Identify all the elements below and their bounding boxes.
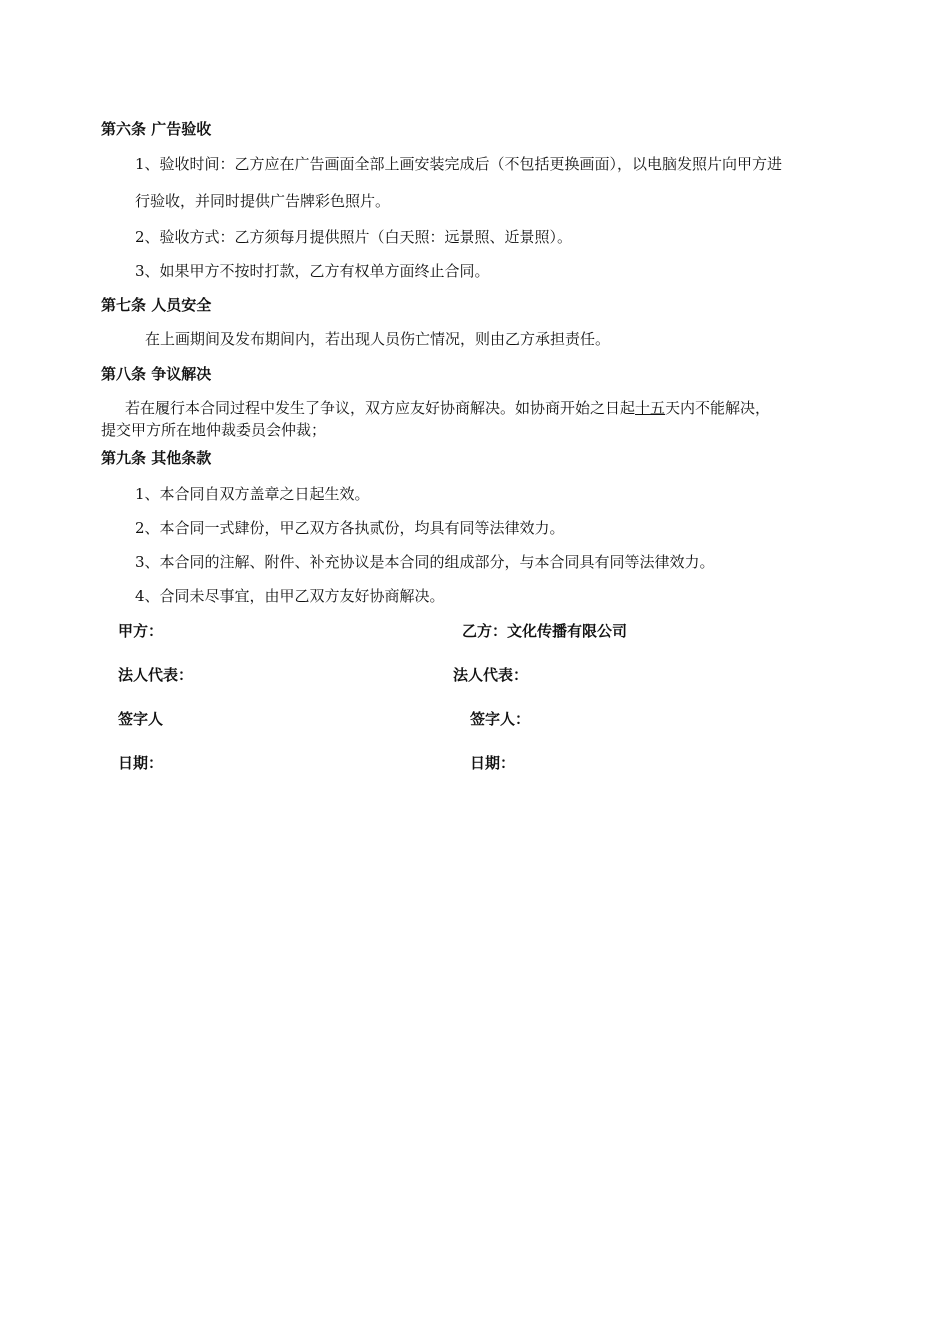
party-a-label: 甲方： xyxy=(118,622,164,640)
article8-line2: 提交甲方所在地仲裁委员会仲裁； xyxy=(101,421,327,439)
article9-item1: 1、本合同自双方盖章之日起生效。 xyxy=(135,485,370,503)
signer-b-label: 签字人： xyxy=(470,710,531,728)
article8-line1 xyxy=(125,398,770,418)
article6-item2: 2、验收方式：乙方须每月提供照片（白天照：远景照、近景照）。 xyxy=(135,228,573,246)
article9-item3: 3、本合同的注解、附件、补充协议是本合同的组成部分，与本合同具有同等法律效力。 xyxy=(135,553,715,571)
legal-rep-a-label: 法人代表： xyxy=(118,666,194,684)
article6-item1-line1: 1、验收时间：乙方应在广告画面全部上画安装完成后（不包括更换画面），以电脑发照片向甲方进 xyxy=(135,155,783,173)
legal-rep-b-label: 法人代表： xyxy=(453,666,529,684)
article6-heading: 第六条 广告验收 xyxy=(101,120,212,138)
signer-a-label: 签字人 xyxy=(118,710,164,728)
article7-body: 在上画期间及发布期间内，若出现人员伤亡情况，则由乙方承担责任。 xyxy=(145,330,611,348)
article9-item2: 2、本合同一式肆份，甲乙双方各执贰份，均具有同等法律效力。 xyxy=(135,519,565,537)
party-b-label: 乙方：文化传播有限公司 xyxy=(462,622,628,640)
article6-item3: 3、如果甲方不按时打款，乙方有权单方面终止合同。 xyxy=(135,262,490,280)
article8-line1-underlined: 十五 xyxy=(635,399,666,417)
article7-heading: 第七条 人员安全 xyxy=(101,296,212,314)
article8-heading: 第八条 争议解决 xyxy=(101,365,212,383)
article6-item1-line2: 行验收，并同时提供广告牌彩色照片。 xyxy=(135,192,391,210)
date-b-label: 日期： xyxy=(470,754,516,772)
article8-line1-before: 若在履行本合同过程中发生了争议，双方应友好协商解决。如协商开始之日起 xyxy=(125,399,636,417)
article9-item4: 4、合同未尽事宜，由甲乙双方友好协商解决。 xyxy=(135,587,445,605)
article9-heading: 第九条 其他条款 xyxy=(101,449,212,467)
article8-line1-after: 天内不能解决， xyxy=(665,399,771,417)
date-a-label: 日期： xyxy=(118,754,164,772)
